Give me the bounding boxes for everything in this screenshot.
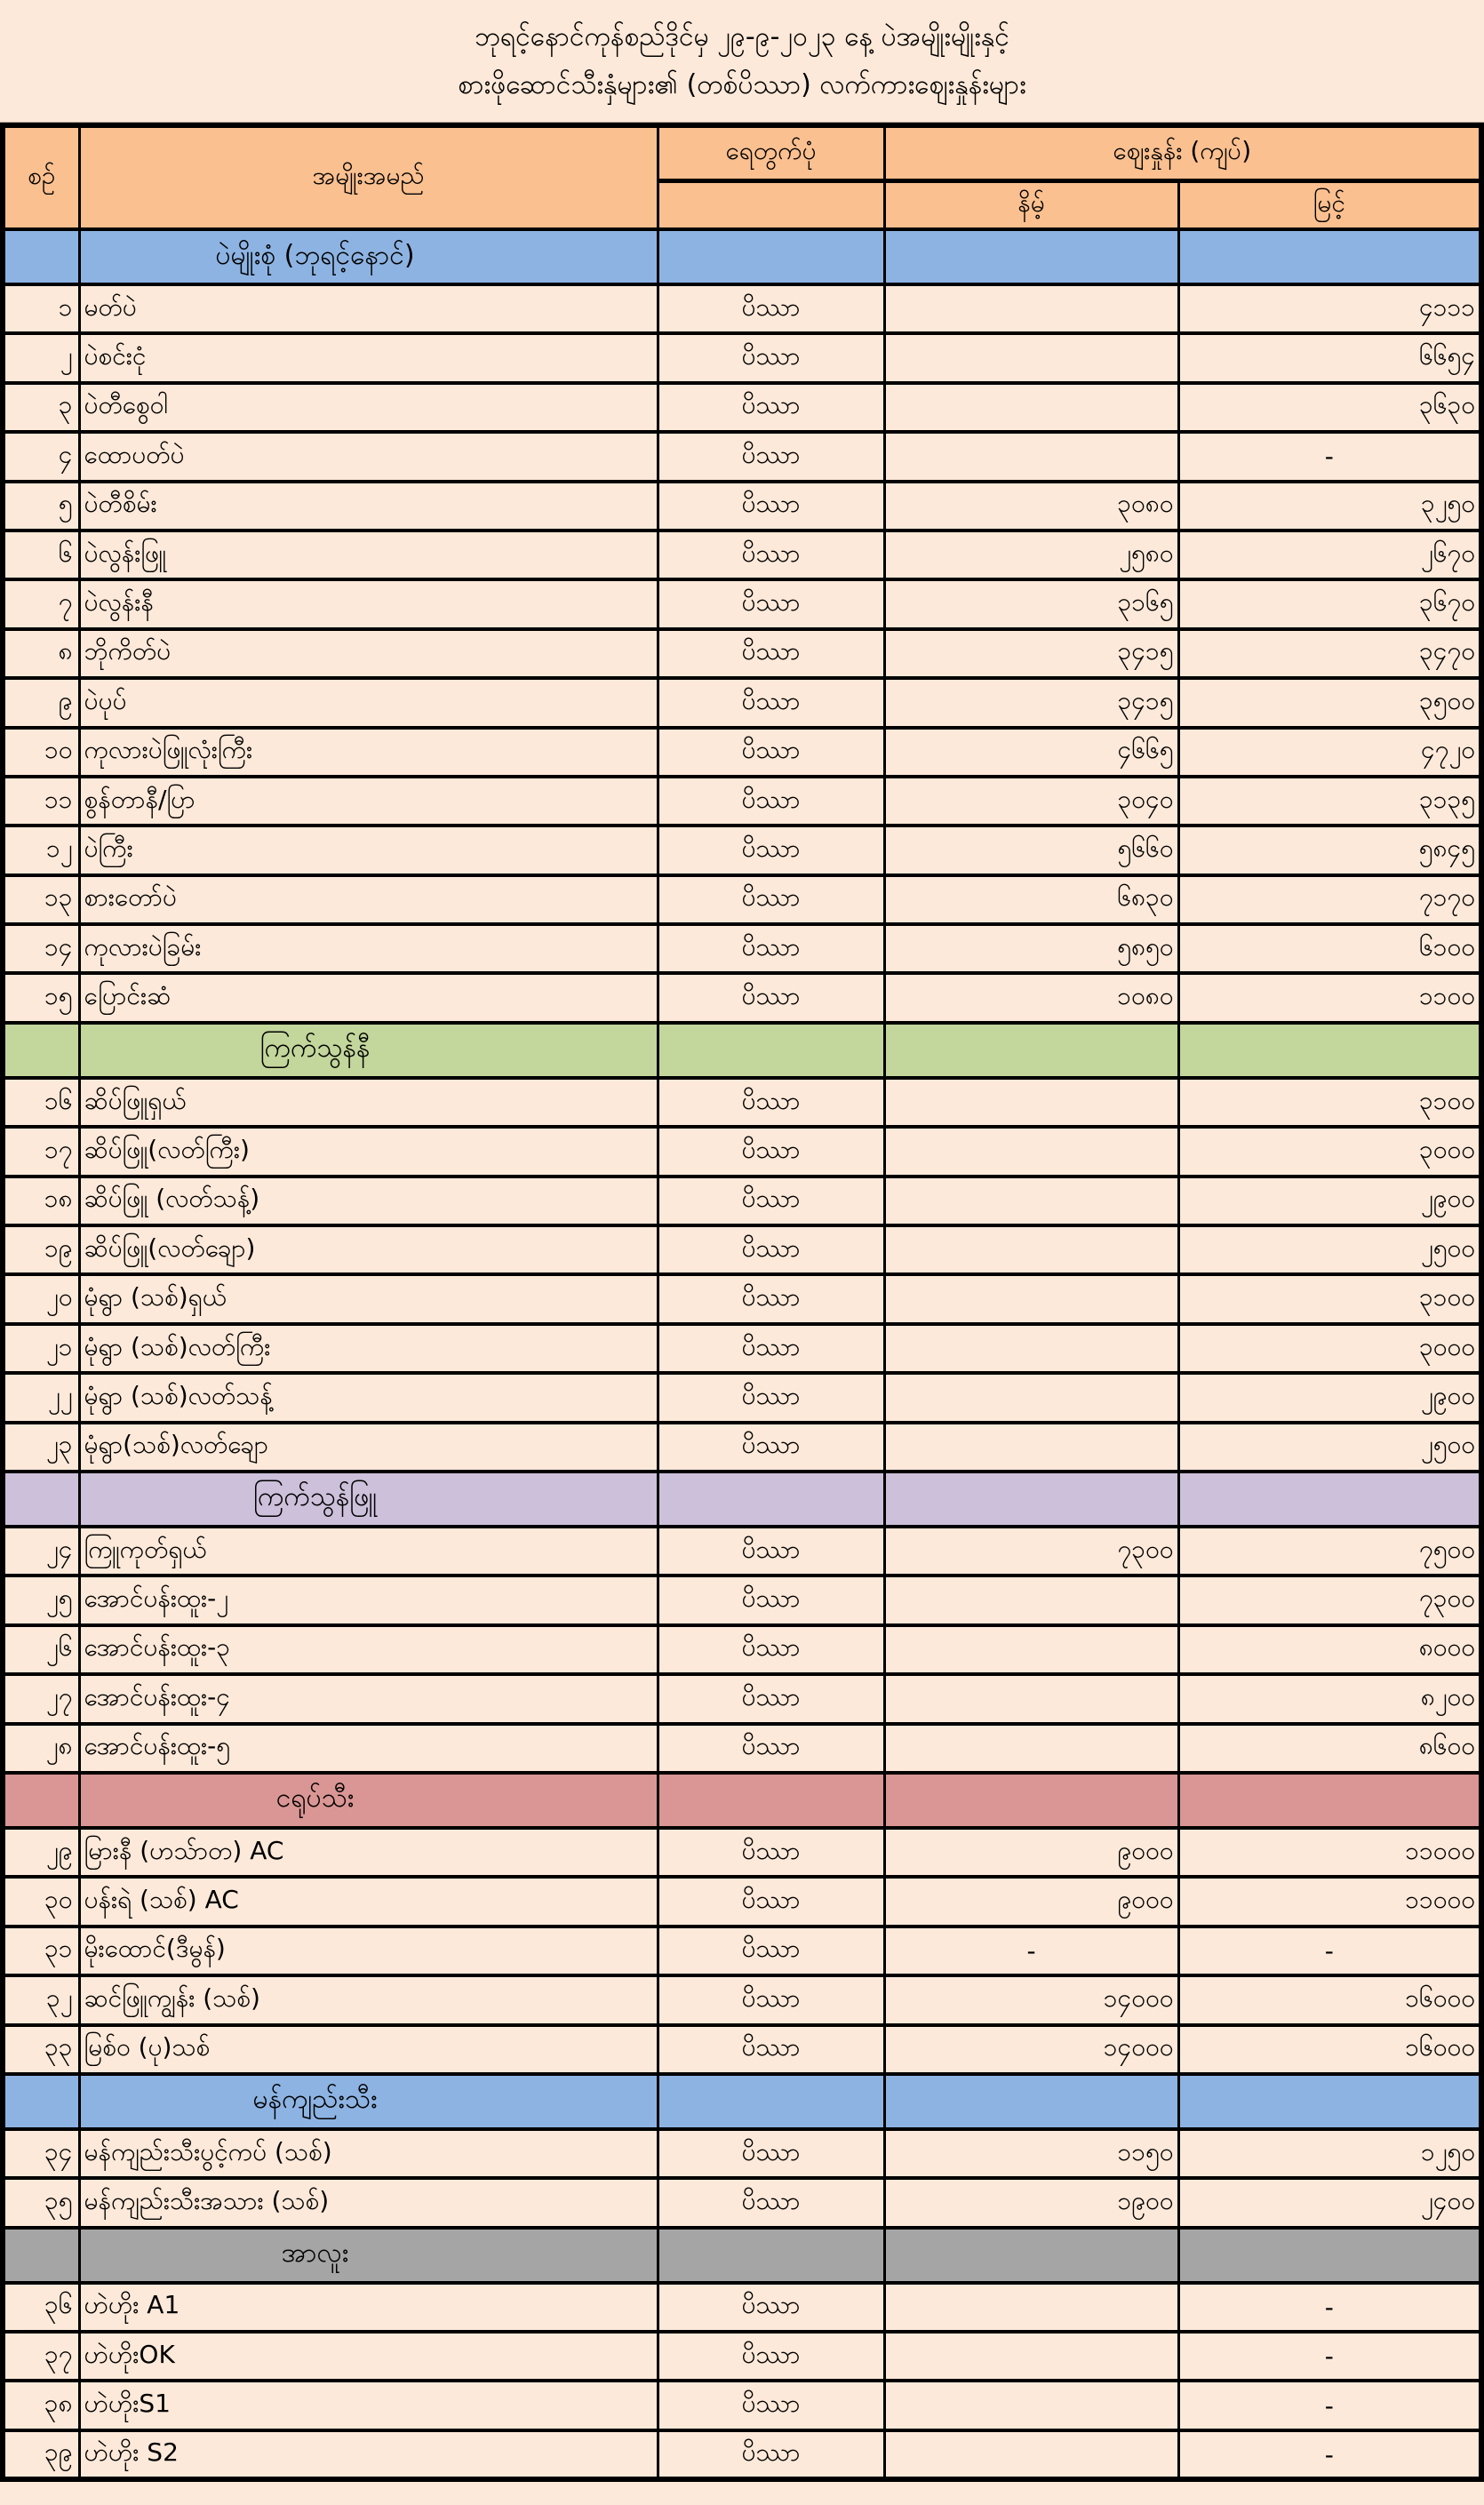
row-item-name: မြစ်ဝ (ပု)သစ် xyxy=(79,2025,658,2074)
row-price-low xyxy=(884,1625,1178,1674)
table-header xyxy=(3,125,1481,229)
row-unit: ပိဿာ xyxy=(658,383,884,432)
row-unit: ပိဿာ xyxy=(658,1724,884,1773)
row-price-high: ၃၁၀၀ xyxy=(1178,1078,1481,1127)
row-unit: ပိဿာ xyxy=(658,924,884,973)
section-unit-blank xyxy=(658,2228,884,2283)
row-unit: ပိဿာ xyxy=(658,1274,884,1323)
section-low-blank xyxy=(884,2074,1178,2129)
section-high-blank xyxy=(1178,1472,1481,1527)
section-beans-header xyxy=(3,229,1481,284)
section-unit-blank xyxy=(658,229,884,284)
row-price-high: ၃၆၃၀ xyxy=(1178,383,1481,432)
row-unit: ပိဿာ xyxy=(658,2283,884,2332)
row-unit: ပိဿာ xyxy=(658,482,884,531)
table-row xyxy=(3,1625,1481,1674)
section-serial-blank xyxy=(3,2228,79,2283)
row-price-low: ၁၄၀၀၀ xyxy=(884,1975,1178,2024)
row-item-name: ပဲလွန်းဖြူ xyxy=(79,531,658,579)
table-row xyxy=(3,678,1481,727)
row-item-name: ဟဲဟိုးOK xyxy=(79,2332,658,2381)
section-onion-header xyxy=(3,1023,1481,1078)
row-price-high: ၈၀၀၀ xyxy=(1178,1625,1481,1674)
row-serial: ၂၀ xyxy=(3,1274,79,1323)
table-row xyxy=(3,1127,1481,1176)
row-item-name: ဆိပ်ဖြူ(လတ်ကြီး) xyxy=(79,1127,658,1176)
table-row xyxy=(3,1828,1481,1877)
row-price-low xyxy=(884,1127,1178,1176)
price-table xyxy=(0,123,1484,2482)
row-unit: ပိဿာ xyxy=(658,2332,884,2381)
row-item-name: မြားနီ (ဟသ်ာတ) AC xyxy=(79,1828,658,1877)
row-serial: ၃၀ xyxy=(3,1877,79,1926)
row-unit: ပိဿာ xyxy=(658,1877,884,1926)
table-row xyxy=(3,1975,1481,2024)
row-item-name: ကုလားပဲခြမ်း xyxy=(79,924,658,973)
row-item-name: ကုလားပဲဖြူလုံးကြီး xyxy=(79,728,658,777)
table-body xyxy=(3,229,1481,2479)
row-price-low xyxy=(884,1576,1178,1624)
row-unit: ပိဿာ xyxy=(658,1828,884,1877)
row-serial: ၁၆ xyxy=(3,1078,79,1127)
row-item-name: မုံရွာ (သစ်)လတ်သန့် xyxy=(79,1373,658,1422)
row-price-high: ၄၁၁၁ xyxy=(1178,284,1481,333)
row-unit: ပိဿာ xyxy=(658,1127,884,1176)
table-row xyxy=(3,1324,1481,1373)
table-row xyxy=(3,1078,1481,1127)
table-row xyxy=(3,1527,1481,1576)
section-low-blank xyxy=(884,229,1178,284)
row-serial: ၅ xyxy=(3,482,79,531)
row-serial: ၁၉ xyxy=(3,1225,79,1274)
row-price-high: ၂၄၀၀ xyxy=(1178,2178,1481,2227)
row-serial: ၁၅ xyxy=(3,973,79,1022)
row-unit: ပိဿာ xyxy=(658,1576,884,1624)
row-serial: ၃၁ xyxy=(3,1927,79,1975)
section-low-blank xyxy=(884,1472,1178,1527)
table-row xyxy=(3,432,1481,481)
row-serial: ၁၀ xyxy=(3,728,79,777)
row-price-high: - xyxy=(1178,432,1481,481)
section-garlic-header xyxy=(3,1472,1481,1527)
row-price-low: ၇၃၀၀ xyxy=(884,1527,1178,1576)
row-price-low: ၆၈၃၀ xyxy=(884,875,1178,924)
section-title: ကြက်သွန်ဖြူ xyxy=(79,1472,658,1527)
row-unit: ပိဿာ xyxy=(658,678,884,727)
row-unit: ပိဿာ xyxy=(658,333,884,382)
row-unit: ပိဿာ xyxy=(658,973,884,1022)
row-unit: ပိဿာ xyxy=(658,2025,884,2074)
row-price-high: ၇၅၀၀ xyxy=(1178,1527,1481,1576)
section-high-blank xyxy=(1178,2074,1481,2129)
row-price-low: ၃၄၁၅ xyxy=(884,678,1178,727)
row-price-high: ၆၆၅၄ xyxy=(1178,333,1481,382)
section-serial-blank xyxy=(3,1023,79,1078)
row-price-high: ၁၁၀၀ xyxy=(1178,973,1481,1022)
section-unit-blank xyxy=(658,2074,884,2129)
row-unit: ပိဿာ xyxy=(658,777,884,826)
header-unit: ရေတွက်ပုံ xyxy=(658,125,884,180)
table-row xyxy=(3,973,1481,1022)
row-price-low xyxy=(884,1423,1178,1472)
table-row xyxy=(3,2025,1481,2074)
row-item-name: ဆိပ်ဖြူ (လတ်သန့်) xyxy=(79,1177,658,1225)
row-serial: ၃၃ xyxy=(3,2025,79,2074)
section-low-blank xyxy=(884,1023,1178,1078)
section-low-blank xyxy=(884,1773,1178,1828)
table-row xyxy=(3,826,1481,874)
row-unit: ပိဿာ xyxy=(658,1674,884,1723)
row-serial: ၇ xyxy=(3,579,79,628)
row-item-name: မတ်ပဲ xyxy=(79,284,658,333)
section-high-blank xyxy=(1178,1023,1481,1078)
row-unit: ပိဿာ xyxy=(658,1078,884,1127)
row-item-name: ပဲစင်းငုံ xyxy=(79,333,658,382)
row-item-name: စားတော်ပဲ xyxy=(79,875,658,924)
row-price-high: ၃၆၇၀ xyxy=(1178,579,1481,628)
row-unit: ပိဿာ xyxy=(658,2178,884,2227)
row-unit: ပိဿာ xyxy=(658,1527,884,1576)
table-row xyxy=(3,728,1481,777)
section-serial-blank xyxy=(3,1472,79,1527)
row-item-name: မန်ကျည်းသီးအသား (သစ်) xyxy=(79,2178,658,2227)
row-item-name: ဆင်ဖြူကျွန်း (သစ်) xyxy=(79,1975,658,2024)
row-unit: ပိဿာ xyxy=(658,2430,884,2479)
row-price-high: ၁၂၅၀ xyxy=(1178,2129,1481,2178)
row-price-high: ၁၆၀၀၀ xyxy=(1178,1975,1481,2024)
row-serial: ၁၇ xyxy=(3,1127,79,1176)
row-serial: ၂၉ xyxy=(3,1828,79,1877)
section-potato-header xyxy=(3,2228,1481,2283)
row-serial: ၃ xyxy=(3,383,79,432)
section-unit-blank xyxy=(658,1773,884,1828)
row-price-high: ၂၅၀၀ xyxy=(1178,1225,1481,1274)
table-row xyxy=(3,875,1481,924)
row-item-name: ဟဲဟိုး S2 xyxy=(79,2430,658,2479)
row-unit: ပိဿာ xyxy=(658,1225,884,1274)
table-row xyxy=(3,2283,1481,2332)
row-price-high: ၃၄၇၀ xyxy=(1178,629,1481,678)
row-unit: ပိဿာ xyxy=(658,1373,884,1422)
section-title: မန်ကျည်းသီး xyxy=(79,2074,658,2129)
row-unit: ပိဿာ xyxy=(658,1625,884,1674)
table-row xyxy=(3,1373,1481,1422)
section-serial-blank xyxy=(3,1773,79,1828)
row-serial: ၂၈ xyxy=(3,1724,79,1773)
row-price-low: ၁၉၀၀ xyxy=(884,2178,1178,2227)
row-price-high: ၂၅၀၀ xyxy=(1178,1423,1481,1472)
row-price-low: ၃၀၈၀ xyxy=(884,482,1178,531)
table-row xyxy=(3,482,1481,531)
row-price-high: ၇၁၇၀ xyxy=(1178,875,1481,924)
row-price-low: ၃၀၄၀ xyxy=(884,777,1178,826)
section-unit-blank xyxy=(658,1023,884,1078)
row-unit: ပိဿာ xyxy=(658,629,884,678)
row-serial: ၂၆ xyxy=(3,1625,79,1674)
section-serial-blank xyxy=(3,2074,79,2129)
row-price-high: ၄၇၂၀ xyxy=(1178,728,1481,777)
row-unit: ပိဿာ xyxy=(658,531,884,579)
header-serial: စဉ် xyxy=(3,125,79,229)
row-serial: ၄ xyxy=(3,432,79,481)
row-serial: ၁၃ xyxy=(3,875,79,924)
row-item-name: အောင်ပန်းထူး-၄ xyxy=(79,1674,658,1723)
row-item-name: မန်ကျည်းသီးပွင့်ကပ် (သစ်) xyxy=(79,2129,658,2178)
row-price-high: ၈၆၀၀ xyxy=(1178,1724,1481,1773)
row-price-high: ၁၆၀၀၀ xyxy=(1178,2025,1481,2074)
row-serial: ၃၈ xyxy=(3,2381,79,2429)
section-chili-header xyxy=(3,1773,1481,1828)
section-title: ပဲမျိုးစုံ (ဘုရင့်နောင်) xyxy=(79,229,658,284)
row-price-low: ၃၄၁၅ xyxy=(884,629,1178,678)
section-title: ကြက်သွန်နီ xyxy=(79,1023,658,1078)
row-unit: ပိဿာ xyxy=(658,284,884,333)
row-unit: ပိဿာ xyxy=(658,579,884,628)
row-price-low xyxy=(884,2283,1178,2332)
row-serial: ၂၅ xyxy=(3,1576,79,1624)
table-row xyxy=(3,777,1481,826)
row-price-high: - xyxy=(1178,2283,1481,2332)
row-price-high: ၃၅၀၀ xyxy=(1178,678,1481,727)
section-high-blank xyxy=(1178,229,1481,284)
row-serial: ၁၄ xyxy=(3,924,79,973)
row-unit: ပိဿာ xyxy=(658,1423,884,1472)
row-price-low xyxy=(884,1225,1178,1274)
row-price-low: ၃၁၆၅ xyxy=(884,579,1178,628)
title-line-1: ဘုရင့်နောင်ကုန်စည်ဒိုင်မှ ၂၉-၉-၂၀၂၃ နေ့ ပဲအမျိုးမျိုးနှင့် xyxy=(475,20,1009,52)
row-price-low xyxy=(884,2430,1178,2479)
table-row xyxy=(3,1225,1481,1274)
row-serial: ၂၇ xyxy=(3,1674,79,1723)
table-row xyxy=(3,629,1481,678)
row-serial: ၃၉ xyxy=(3,2430,79,2479)
row-price-high: - xyxy=(1178,2332,1481,2381)
table-row xyxy=(3,2381,1481,2429)
row-price-high: ၃၁၀၀ xyxy=(1178,1274,1481,1323)
title-block xyxy=(0,0,1484,123)
row-item-name: အောင်ပန်းထူး-၂ xyxy=(79,1576,658,1624)
table-row xyxy=(3,284,1481,333)
row-price-high: ၇၃၀၀ xyxy=(1178,1576,1481,1624)
row-price-low: ၁၀၈၀ xyxy=(884,973,1178,1022)
table-row xyxy=(3,1576,1481,1624)
row-price-high: ၃၂၅၀ xyxy=(1178,482,1481,531)
row-price-high: ၁၁၀၀၀ xyxy=(1178,1828,1481,1877)
table-row xyxy=(3,531,1481,579)
row-price-low: ၁၁၅၀ xyxy=(884,2129,1178,2178)
row-serial: ၂၄ xyxy=(3,1527,79,1576)
table-row xyxy=(3,333,1481,382)
row-unit: ပိဿာ xyxy=(658,2129,884,2178)
row-price-high: ၁၁၀၀၀ xyxy=(1178,1877,1481,1926)
row-item-name: ကြူကုတ်ရှယ် xyxy=(79,1527,658,1576)
row-price-low xyxy=(884,1324,1178,1373)
section-tamarind-header xyxy=(3,2074,1481,2129)
row-unit: ပိဿာ xyxy=(658,826,884,874)
row-price-low: ၉၀၀၀ xyxy=(884,1877,1178,1926)
row-price-low: ၅၈၅၀ xyxy=(884,924,1178,973)
row-price-high: ၈၂၀၀ xyxy=(1178,1674,1481,1723)
header-high: မြင့် xyxy=(1178,180,1481,229)
row-price-low xyxy=(884,383,1178,432)
row-item-name: ပဲတီစွေ၀ါ xyxy=(79,383,658,432)
table-row xyxy=(3,2430,1481,2479)
row-serial: ၈ xyxy=(3,629,79,678)
row-unit: ပိဿာ xyxy=(658,432,884,481)
row-item-name: ဟဲဟိုးS1 xyxy=(79,2381,658,2429)
header-low: နိမ့် xyxy=(884,180,1178,229)
table-row xyxy=(3,924,1481,973)
table-row xyxy=(3,2332,1481,2381)
row-price-low xyxy=(884,1177,1178,1225)
row-item-name: ဆိပ်ဖြူရှယ် xyxy=(79,1078,658,1127)
row-serial: ၃၄ xyxy=(3,2129,79,2178)
table-row xyxy=(3,1177,1481,1225)
row-unit: ပိဿာ xyxy=(658,728,884,777)
row-item-name: ပဲလွန်းနီ xyxy=(79,579,658,628)
section-low-blank xyxy=(884,2228,1178,2283)
row-item-name: ပဲတီစိမ်း xyxy=(79,482,658,531)
row-serial: ၆ xyxy=(3,531,79,579)
row-unit: ပိဿာ xyxy=(658,1975,884,2024)
section-title: အာလူး xyxy=(79,2228,658,2283)
row-unit: ပိဿာ xyxy=(658,1927,884,1975)
row-serial: ၃၅ xyxy=(3,2178,79,2227)
row-serial: ၁ xyxy=(3,284,79,333)
row-item-name: မုံရွာ (သစ်)ရှယ် xyxy=(79,1274,658,1323)
table-row xyxy=(3,1724,1481,1773)
table-row xyxy=(3,1927,1481,1975)
table-row xyxy=(3,579,1481,628)
table-row xyxy=(3,383,1481,432)
header-price: ဈေးနှုန်း (ကျပ်) xyxy=(884,125,1481,180)
row-item-name: မုံရွာ (သစ်)လတ်ကြီး xyxy=(79,1324,658,1373)
row-unit: ပိဿာ xyxy=(658,2381,884,2429)
row-item-name: ဟဲဟိုး A1 xyxy=(79,2283,658,2332)
title-line-2: စားဖိုဆောင်သီးနှံများ၏ (တစ်ပိဿာ) လက်ကားဈေးနှုန်းများ xyxy=(458,68,1026,100)
row-price-high: - xyxy=(1178,1927,1481,1975)
table-row xyxy=(3,1274,1481,1323)
row-item-name: ဆိပ်ဖြူ(လတ်ချော) xyxy=(79,1225,658,1274)
row-serial: ၁၈ xyxy=(3,1177,79,1225)
row-item-name: အောင်ပန်းထူး-၃ xyxy=(79,1625,658,1674)
row-price-high: ၅၈၄၅ xyxy=(1178,826,1481,874)
row-item-name: ပဲကြီး xyxy=(79,826,658,874)
table-row xyxy=(3,2129,1481,2178)
table-row xyxy=(3,1674,1481,1723)
row-item-name: ပန်းရဲ (သစ်) AC xyxy=(79,1877,658,1926)
row-serial: ၃၂ xyxy=(3,1975,79,2024)
row-item-name: ထောပတ်ပဲ xyxy=(79,432,658,481)
row-item-name: ပြောင်းဆံ xyxy=(79,973,658,1022)
row-price-low: ၂၅၈၀ xyxy=(884,531,1178,579)
row-price-low xyxy=(884,333,1178,382)
row-serial: ၂၂ xyxy=(3,1373,79,1422)
row-price-low xyxy=(884,1724,1178,1773)
row-serial: ၃၆ xyxy=(3,2283,79,2332)
row-price-low: ၅၆၆၀ xyxy=(884,826,1178,874)
row-price-low xyxy=(884,1274,1178,1323)
row-price-high: ၂၆၇၀ xyxy=(1178,531,1481,579)
row-serial: ၃၇ xyxy=(3,2332,79,2381)
row-item-name: အောင်ပန်းထူး-၅ xyxy=(79,1724,658,1773)
row-price-high: ၃၁၃၅ xyxy=(1178,777,1481,826)
row-item-name: ပဲပုပ် xyxy=(79,678,658,727)
section-title: ငရုပ်သီး xyxy=(79,1773,658,1828)
row-item-name: မုံရွာ(သစ်)လတ်ချော xyxy=(79,1423,658,1472)
row-price-low xyxy=(884,1373,1178,1422)
row-price-high: - xyxy=(1178,2430,1481,2479)
table-row xyxy=(3,2178,1481,2227)
header-unit-blank xyxy=(658,180,884,229)
header-name: အမျိုးအမည် xyxy=(79,125,658,229)
row-price-low: ၄၆၆၅ xyxy=(884,728,1178,777)
section-unit-blank xyxy=(658,1472,884,1527)
row-unit: ပိဿာ xyxy=(658,1177,884,1225)
row-item-name: စွန်တာနီ/ပြာ xyxy=(79,777,658,826)
section-serial-blank xyxy=(3,229,79,284)
row-price-low: ၉၀၀၀ xyxy=(884,1828,1178,1877)
row-unit: ပိဿာ xyxy=(658,875,884,924)
row-price-high: ၃၀၀၀ xyxy=(1178,1324,1481,1373)
row-price-low xyxy=(884,432,1178,481)
row-price-low xyxy=(884,1078,1178,1127)
row-price-high: ၂၉၀၀ xyxy=(1178,1177,1481,1225)
row-price-high: - xyxy=(1178,2381,1481,2429)
row-unit: ပိဿာ xyxy=(658,1324,884,1373)
table-row xyxy=(3,1877,1481,1926)
row-item-name: ဘိုကိတ်ပဲ xyxy=(79,629,658,678)
row-price-low xyxy=(884,284,1178,333)
row-serial: ၁၁ xyxy=(3,777,79,826)
row-price-low xyxy=(884,2332,1178,2381)
row-price-low: ၁၄၀၀၀ xyxy=(884,2025,1178,2074)
row-serial: ၂၁ xyxy=(3,1324,79,1373)
row-price-high: ၆၁၀၀ xyxy=(1178,924,1481,973)
row-item-name: မိုးထောင်(ဒီမွန်) xyxy=(79,1927,658,1975)
section-high-blank xyxy=(1178,1773,1481,1828)
row-serial: ၉ xyxy=(3,678,79,727)
row-price-low: - xyxy=(884,1927,1178,1975)
row-price-low xyxy=(884,2381,1178,2429)
row-price-low xyxy=(884,1674,1178,1723)
row-serial: ၂ xyxy=(3,333,79,382)
row-price-high: ၃၀၀၀ xyxy=(1178,1127,1481,1176)
table-row xyxy=(3,1423,1481,1472)
row-serial: ၁၂ xyxy=(3,826,79,874)
row-serial: ၂၃ xyxy=(3,1423,79,1472)
row-price-high: ၂၉၀၀ xyxy=(1178,1373,1481,1422)
section-high-blank xyxy=(1178,2228,1481,2283)
